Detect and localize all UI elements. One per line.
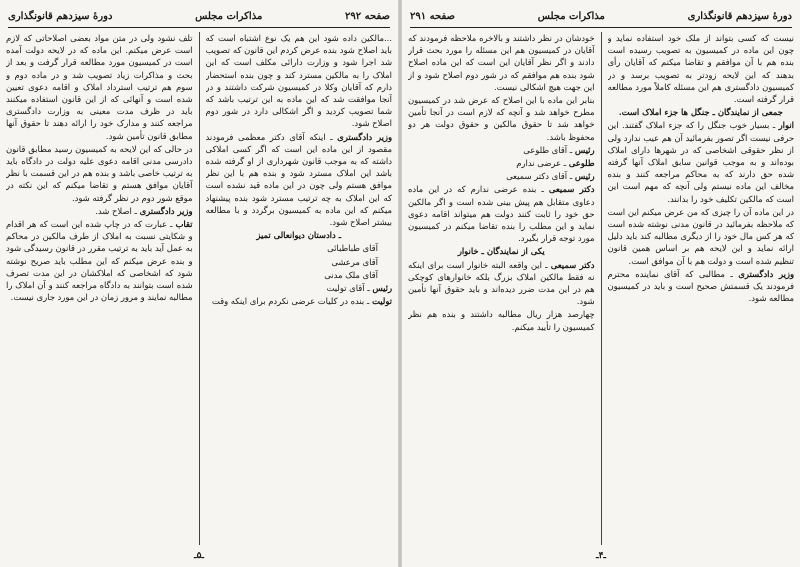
speaker-name: وزیر دادگستری [337,131,392,142]
speaker-name: رئیس [372,283,392,294]
body-paragraph: چهارصد هزار ریال مطالبه داشتند و بنده هم نظر کمیسیون را تأیید میکنم. [408,309,595,332]
right-page-header [410,6,792,26]
right-page-footer: ـ۴ـ [595,551,607,561]
left-page [0,0,398,567]
right-page-number: صفحه ۲۹۱ [410,10,455,22]
attendee-name: آقای ملک مدنی [324,269,378,280]
right-session-title: دورهٔ سیزدهم قانونگذاری [687,10,792,22]
body-paragraph: بنابر این ماده با این اصلاح که عرض شد در کمیسیون مطرح خواهد شد و آنچه که لازم است در آنجا تأمین خواهد شد تا حقوق مالکین و حقوق دولت هر دو محفوظ باشد. [408,95,595,142]
left-publication-title: مذاکرات مجلس [195,10,263,22]
speech-text: ـ آقای طلوعی [523,144,573,155]
attendee-name: آقای مرعشی [331,256,378,267]
speaker-name: رئیس [574,144,595,155]
left-page-footer: ـ۵ـ [193,551,205,561]
right-publication-title: مذاکرات مجلس [537,10,605,22]
speech-paragraph [408,183,595,244]
left-header-rule [8,27,390,28]
section-heading: ـ دادستان دیوانعالی تمیز [256,230,342,241]
left-session-title: دورهٔ سیزدهم قانونگذاری [8,10,113,22]
body-paragraph: در حالی که این لایحه به کمیسیون رسید مطابق قانون دادرسی مدنی اقامه دعوی علیه دولت در دادگاه باید به ترتیب خاصی باشد و بنده هم در این قسمت با نظر آقایان موافق هستم و تقاضا میکنم که این نکته در موقع شور دوم در نظر گرفته شود. [6,143,193,203]
speech-paragraph [608,119,795,204]
speaker-name: دکتر سمیعی [548,184,595,195]
speaker-name: وزیر دادگستری [738,268,794,279]
right-page [402,0,800,567]
section-heading: جمعی از نمایندگان ـ جنگل ها جزء املاک است. [618,107,783,118]
speech-paragraph [408,170,595,182]
speaker-name: رئیس [574,171,595,182]
speech-paragraph [408,157,595,169]
speech-paragraph [408,144,595,156]
left-page-right-column [206,32,393,545]
speech-text: ـ آقای تولیت [326,283,370,294]
speaker-name: تقاب [175,219,193,230]
speech-paragraph [206,295,393,307]
left-page-columns [6,32,392,545]
body-paragraph: تلف نشود ولی در متن مواد بعضی اصلاحاتی که لازم است عرض میکنم. این ماده که در لایحه دولت آمده است در کمیسیون مورد مطالعه قرار گرفت و بعد از بحث و مذاکرات زیاد تصویب شد و در ماده دوم و سوم هم ترتیب استرداد املاک و اقامه دعوی تعیین شده است و آنهائی که از این قانون استفاده میکنند باید در ظرف مدت معینی به وزارت دادگستری مراجعه کنند و مدارک خود را ارائه دهند تا حقوق آنها مطابق قانون تأمین شود. [6,33,193,141]
body-paragraph: در این ماده آن را چیزی که من عرض میکنم این است که ملاحظه بفرمائید در قانون مدنی نوشته شده است که هر کس مال خود را از دیگری مطالبه کند باید دلیل ارائه نماید و این لایحه هم بر اساس همین قانون تنظیم شده است و دولت هم با آن موافق است. [607,206,794,266]
speech-text: ـ عرضی ندارم [516,158,567,169]
speaker-name: دکتر سمیعی [550,259,595,270]
left-page-header [8,6,390,26]
body-paragraph: ...مالکین داده شود این هم یک نوع اشتباه است که باید اصلاح شود بنده عرض کردم این قانون که تصویب شد اجرا شود و وزارت دارائی مکلف است که این املاک را به مالکین مسترد کند و چون بنده استحضار دارم که آقایان وکلا در کمیسیون شرکت داشتند و در آنجا موافقت شد که این ماده به این ترتیب باشد که شما تصویب کردید و اگر اشکالی دارد در شور دوم اصلاح شود. [205,33,392,129]
speech-text: ـ اصلاح شد. [95,205,137,216]
speech-paragraph [206,131,393,229]
right-header-rule [410,27,792,28]
speaker-name: وزیر دادگستری [139,205,193,216]
speech-text: ـ اینکه آقای دکتر معظمی فرمودند مقصود از این ماده این است که اگر کسی املاکی داشته که به موجب قانون شهرداری از او گرفته شده باشد این املاک مسترد شود و بنده هم با این نظر موافق هستم ولی چون در این ماده قید نشده است که این املاک به چه ترتیب مسترد شود بنده پیشنهاد میکنم که این ماده به کمیسیون برگردد و با مطالعه بیشتر اصلاح شود. [205,131,392,228]
speech-text: ـ این واقعه البته خانوار است برای اینکه نه فقط مالکین املاک بزرگ بلکه خانوارهای کوچکی هم در این مدت ضرر دیده‌اند و باید حقوق آنها تأمین شود. [408,259,595,307]
speech-paragraph [408,259,595,308]
body-paragraph: خودشان در نظر داشتند و بالاخره ملاحظه فرمودند که آقایان در کمیسیون هم این مسئله را مورد بحث قرار دادند و اگر نظر آقایان این است که این ماده اصلاح شود بنده هم موافقم که در شور دوم اصلاح شود و از این جهت هیچ اشکالی نیست. [408,33,595,92]
speech-text: ـ بنده عرضی ندارم که در این ماده دعاوی متقابل هم پیش بینی شده است و اگر مالکین حق خود را ثابت کنند دولت هم میتواند اقامه دعوی نماید و این مطلب را بنده تقاضا میکنم در کمیسیون مورد توجه قرار بگیرد. [408,184,595,244]
right-page-columns [408,32,794,545]
body-paragraph: نیست که کسی بتواند از ملک خود استفاده نماید و چون این ماده در کمیسیون به تصویب رسیده است بنده هم با آن موافقم و تقاضا میکنم که آقایان رأی بدهند که این لایحه زودتر به تصویب برسد و در کمیسیون دادگستری هم این مسئله کاملاً مورد مطالعه قرار گرفته است. [607,33,794,105]
speech-text: ـ بسیار خوب جنگل را که جزء املاک گفتند. این حرفی نیست اگر تصور بفرمائید آن هم عیب ندارد ولی از نظر حقوقی اشخاصی که در شهرها دارای املاک بوده‌اند و به موجب قوانین سابق املاک آنها گرفته شده حق دارند که به محاکم مراجعه کنند و بنده مخالف این ماده نیستم ولی آنچه که مهم است این است که مالکین تکلیف خود را بدانند. [607,120,794,204]
left-column-divider [199,32,200,545]
right-page-left-column [408,32,595,545]
right-column-divider [601,32,602,545]
speech-text: ـ عبارت که در چاپ شده این است که هر اقدام و شکایتی نسبت به املاک از طرف مالکین در محاکم به عمل آید باید به ترتیب مقرر در قانون رسیدگی شود و بنده عرض میکنم که این مطلب باید صریح نوشته شود که اشخاصی که املاکشان در این مدت تصرف شده است بتوانند به دادگاه مراجعه کنند و آن املاک را مطالبه نمایند و مرور زمان در این مورد جاری نیست. [6,219,193,303]
speech-paragraph [6,218,193,303]
section-heading: یکی از نمایندگان ـ خانوار [457,246,545,257]
speaker-name: تولیت [372,296,392,307]
speech-text: ـ آقای دکتر سمیعی [506,171,573,182]
left-page-number: صفحه ۲۹۲ [345,10,390,22]
speaker-name: طلوعی [568,158,595,169]
speaker-name: انوار [778,120,794,131]
speech-paragraph [206,282,393,294]
speech-text: ـ بنده در کلیات عرضی نکردم برای اینکه وقت [211,296,370,307]
right-page-right-column [608,32,795,545]
attendee-name: آقای طباطبائی [327,243,378,254]
speech-text: ـ مطالبی که آقای نماینده محترم فرمودند یک قسمتش صحیح است و باید در کمیسیون مطالعه شود. [607,268,794,304]
left-page-left-column [6,32,193,545]
speech-paragraph [6,205,193,217]
speech-paragraph [608,268,795,305]
